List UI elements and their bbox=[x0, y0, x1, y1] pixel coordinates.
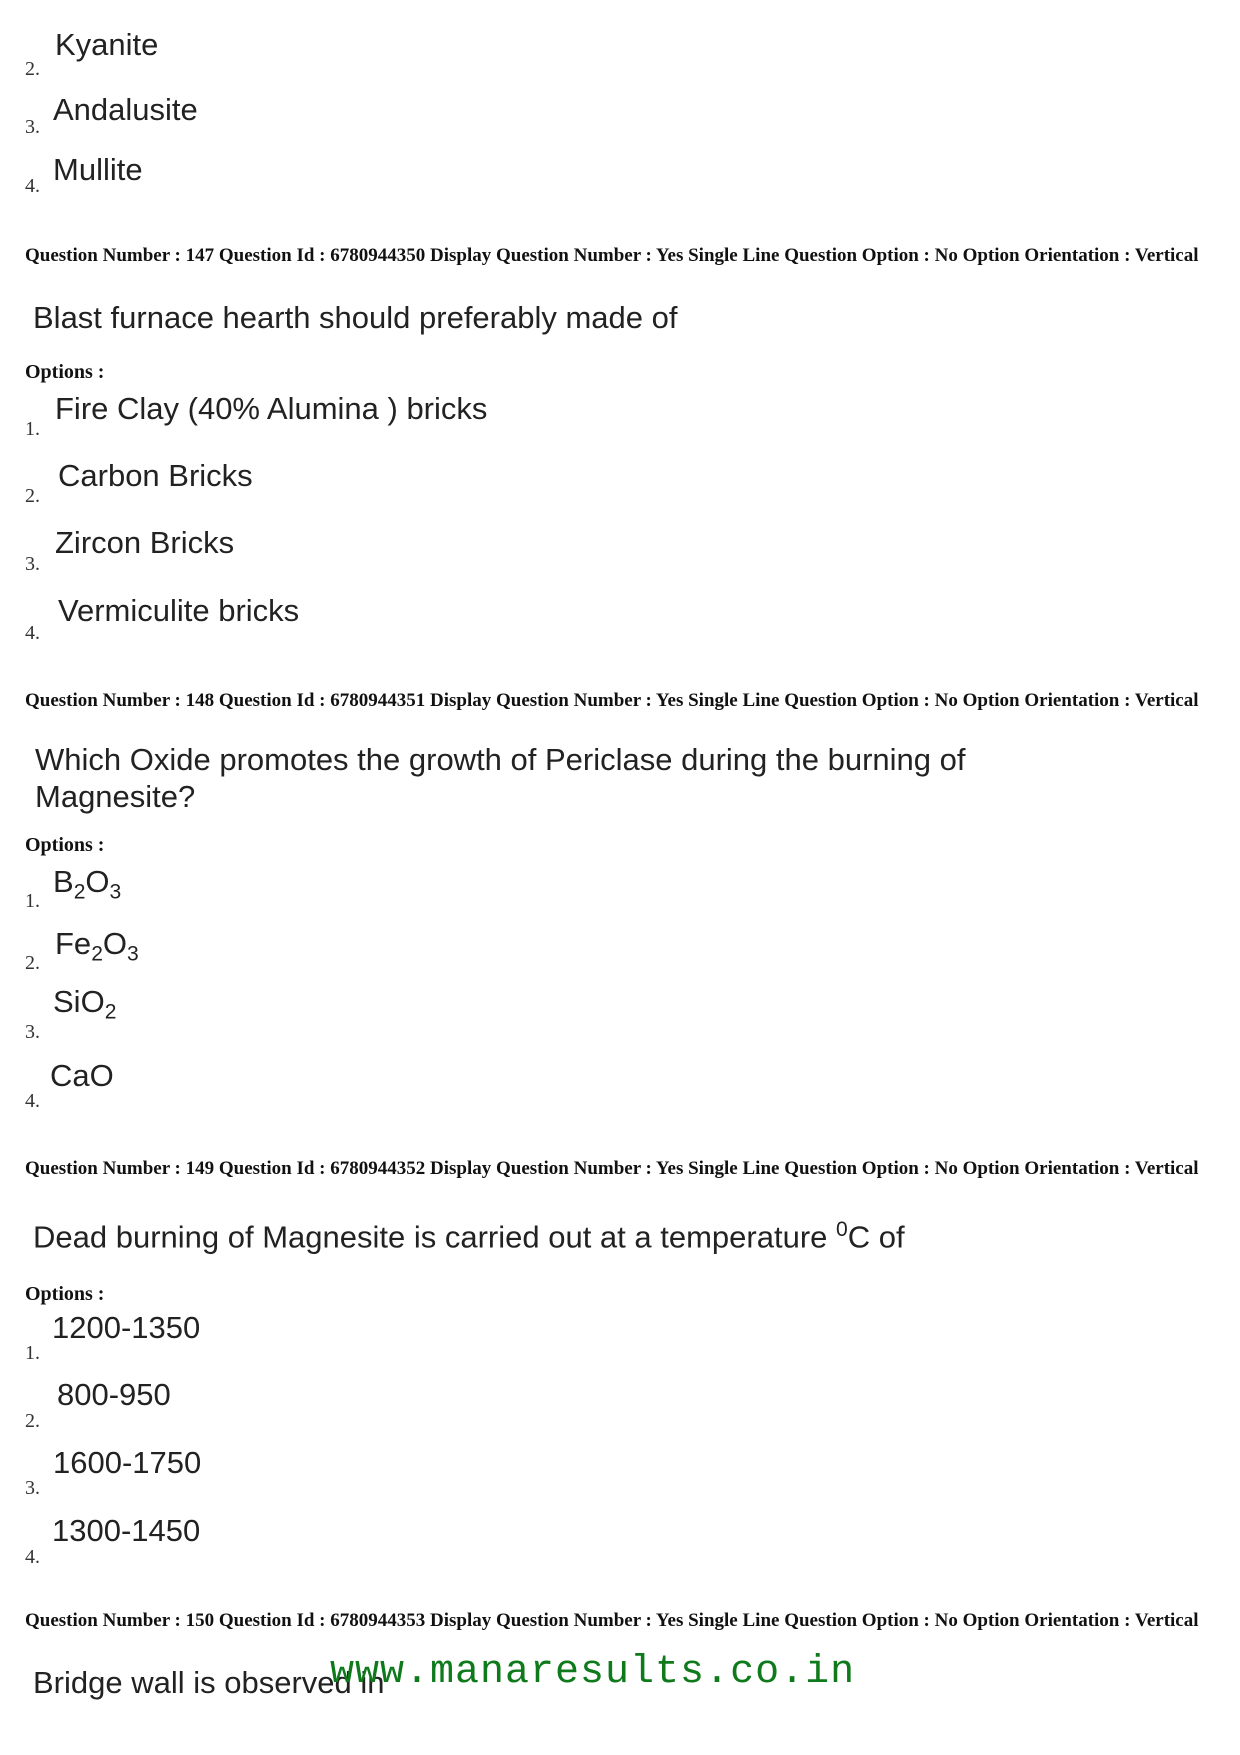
option-text: 1300-1450 bbox=[52, 1513, 201, 1548]
question-text: Bridge wall is observed in bbox=[33, 1665, 385, 1700]
option-number: 4. bbox=[25, 1546, 40, 1568]
question-text: Blast furnace hearth should preferably made of bbox=[33, 300, 678, 335]
option-text: Andalusite bbox=[53, 92, 198, 127]
option-text: Kyanite bbox=[55, 27, 159, 62]
options-label: Options : bbox=[25, 834, 105, 856]
options-label: Options : bbox=[25, 1283, 105, 1305]
option-text: CaO bbox=[50, 1058, 114, 1093]
option-text: 800-950 bbox=[57, 1377, 171, 1412]
option-formula: $Fe_2O_3$ bbox=[55, 926, 139, 966]
option-text: Carbon Bricks bbox=[58, 458, 253, 493]
watermark-url: www.manaresults.co.in bbox=[330, 1650, 856, 1695]
option-number: 2. bbox=[25, 485, 40, 507]
option-number: 3. bbox=[25, 116, 40, 138]
option-number: 4. bbox=[25, 1090, 40, 1112]
option-text: Fire Clay (40% Alumina ) bricks bbox=[55, 391, 488, 426]
option-number: 3. bbox=[25, 1021, 40, 1043]
options-label: Options : bbox=[25, 361, 105, 383]
option-formula: $B_2O_3$ bbox=[53, 864, 122, 904]
option-number: 2. bbox=[25, 58, 40, 80]
option-number: 4. bbox=[25, 622, 40, 644]
option-text: 1600-1750 bbox=[53, 1445, 202, 1480]
option-number: 2. bbox=[25, 952, 40, 974]
option-number: 4. bbox=[25, 175, 40, 197]
option-text: Vermiculite bricks bbox=[58, 593, 300, 628]
option-number: 2. bbox=[25, 1410, 40, 1432]
question-text: Which Oxide promotes the growth of Periclase during the burning of Magnesite? bbox=[35, 742, 966, 814]
option-text: Mullite bbox=[53, 152, 143, 187]
option-number: 3. bbox=[25, 553, 40, 575]
question-meta: Question Number : 148 Question Id : 6780944351 Display Question Number : Yes Single Line Question Option : No Option Orientation : Vertical bbox=[25, 690, 1199, 711]
option-text: 1200-1350 bbox=[52, 1310, 201, 1345]
option-number: 1. bbox=[25, 1342, 40, 1364]
question-meta: Question Number : 150 Question Id : 6780944353 Display Question Number : Yes Single Line Question Option : No Option Orientation : Vertical bbox=[25, 1610, 1199, 1631]
option-formula: SiO$_2$ bbox=[53, 984, 117, 1024]
question-meta: Question Number : 147 Question Id : 6780944350 Display Question Number : Yes Single Line Question Option : No Option Orientation : Vertical bbox=[25, 245, 1199, 266]
option-number: 3. bbox=[25, 1477, 40, 1499]
question-meta: Question Number : 149 Question Id : 6780944352 Display Question Number : Yes Single Line Question Option : No Option Orientation : Vertical bbox=[25, 1158, 1199, 1179]
question-text: Dead burning of Magnesite is carried out at a temperature $^0$C of bbox=[33, 1218, 905, 1255]
option-number: 1. bbox=[25, 890, 40, 912]
option-number: 1. bbox=[25, 418, 40, 440]
option-text: Zircon Bricks bbox=[55, 525, 235, 560]
